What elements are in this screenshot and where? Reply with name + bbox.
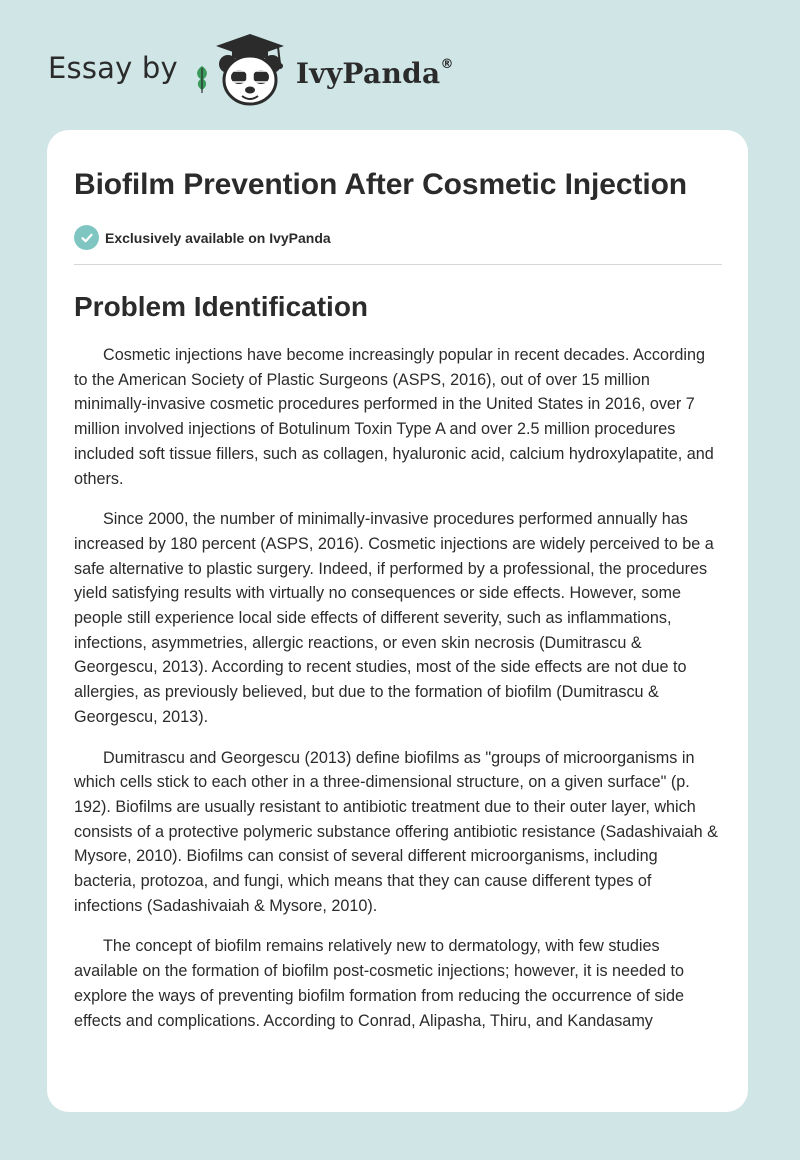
essay-content	[74, 164, 722, 1049]
essay-title: Biofilm Prevention After Cosmetic Injection	[74, 168, 688, 201]
check-icon	[74, 225, 99, 250]
essay-by-label: Essay by	[48, 51, 178, 85]
section-heading: Problem Identification	[74, 291, 369, 322]
brand-header	[48, 30, 454, 110]
exclusive-label: Exclusively available on IvyPanda	[105, 229, 331, 246]
essay-card	[47, 130, 748, 1112]
brand-name	[296, 57, 454, 90]
paragraph: Cosmetic injections have become increasingly popular in recent decades. According to the American Society of Plastic Surgeons (ASPS, 2016), out of over 15 million minimally-invasive cosmetic procedures performed in the United States in 2016, over 7 million involved injections of Botulinum Toxin Type A and over 2.5 million procedures included soft tissue fillers, such as collagen, hyaluronic acid, calcium hydroxylapatite, and others.	[74, 346, 714, 488]
divider	[74, 264, 722, 265]
brand-name-text: IvyPanda	[295, 56, 441, 90]
essay-body	[74, 343, 722, 1033]
registered-mark: ®	[440, 57, 454, 73]
paragraph: Since 2000, the number of minimally-invasive procedures performed annually has increased by 180 percent (ASPS, 2016). Cosmetic injections are widely perceived to be a safe alternative to plastic surgery. Indeed, if performed by a professional, the procedures yield satisfying results with virtually no consequences or side effects. However, some people still experience local side effects of different severity, such as inflammations, infections, asymmetries, allergic reactions, or even skin necrosis (Dumitrascu & Georgescu, 2013). According to recent studies, most of the side effects are not due to allergies, as previously believed, but due to the formation of biofilm (Dumitrascu & Georgescu, 2013).	[74, 510, 714, 726]
paragraph: The concept of biofilm remains relatively new to dermatology, with few studies available on the formation of biofilm post-cosmetic injections; however, it is needed to explore the ways of preventing biofilm formation from reducing the occurrence of side effects and complications. According to Conrad, Alipasha, Thiru, and Kandasamy	[74, 937, 685, 1030]
exclusive-badge	[74, 225, 722, 250]
paragraph: Dumitrascu and Georgescu (2013) define biofilms as "groups of microorganisms in which cells stick to each other in a three-dimensional structure, on a given surface" (p. 192). Biofilms are usually resistant to antibiotic treatment due to their outer layer, which consists of a protective polymeric substance offering antibiotic resistance (Sadashivaiah & Mysore, 2010). Biofilms can consist of several different microorganisms, including bacteria, protozoa, and fungi, which means that they can cause different types of infections (Sadashivaiah & Mysore, 2010).	[74, 748, 718, 915]
panda-graduate-icon	[208, 32, 292, 108]
